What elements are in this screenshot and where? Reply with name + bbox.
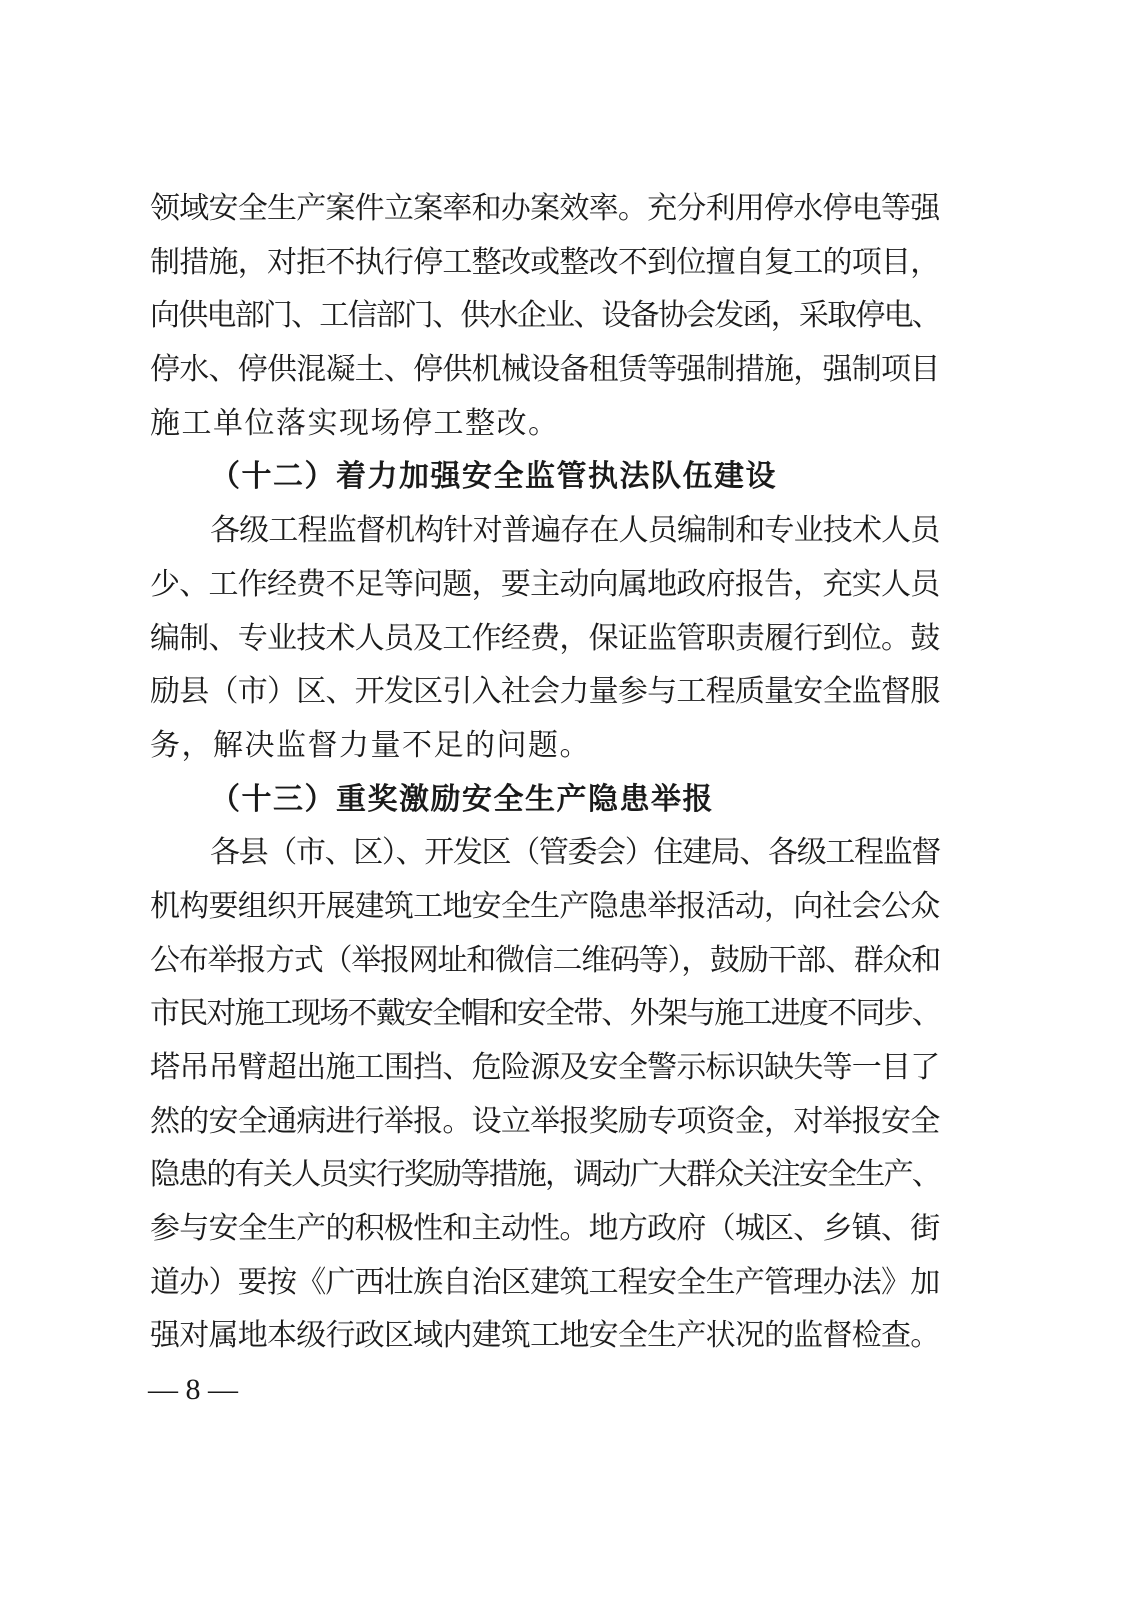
text-line: 塔吊吊臂超出施工围挡、危险源及安全警示标识缺失等一目了 — [150, 1050, 940, 1085]
text-line: 然的安全通病进行举报。设立举报奖励专项资金，对举报安全 — [150, 1103, 940, 1139]
section-heading-13: （十三）重奖激励安全生产隐患举报 — [210, 781, 714, 817]
text-line: 施工单位落实现场停工整改。 — [150, 405, 560, 441]
text-line: 机构要组织开展建筑工地安全生产隐患举报活动，向社会公众 — [150, 888, 940, 924]
paragraph-2 — [150, 504, 940, 772]
text-line: 励县（市）区、开发区引入社会力量参与工程质量安全监督服 — [150, 674, 940, 710]
text-line: 编制、专业技术人员及工作经费，保证监管职责履行到位。鼓 — [150, 620, 940, 656]
text-line: 参与安全生产的积极性和主动性。地方政府（城区、乡镇、街 — [150, 1211, 940, 1247]
paragraph-1 — [150, 182, 940, 450]
paragraph-3 — [150, 826, 940, 1363]
text-line: 市民对施工现场不戴安全帽和安全带、外架与施工进度不同步、 — [150, 996, 940, 1032]
text-line: 停水、停供混凝土、停供机械设备租赁等强制措施，强制项目 — [150, 352, 940, 388]
text-line: 公布举报方式（举报网址和微信二维码等），鼓励干部、群众和 — [150, 942, 940, 978]
section-heading-12: （十二）着力加强安全监管执法队伍建设 — [210, 459, 777, 495]
text-line: 道办）要按《广西壮族自治区建筑工程安全生产管理办法》加 — [150, 1264, 940, 1300]
text-line: 领域安全生产案件立案率和办案效率。充分利用停水停电等强 — [150, 191, 940, 226]
text-line: 强对属地本级行政区域内建筑工地安全生产状况的监督检查。 — [150, 1318, 940, 1354]
text-line: 隐患的有关人员实行奖励等措施，调动广大群众关注安全生产、 — [150, 1157, 940, 1193]
text-line: 各县（市、区）、开发区（管委会）住建局、各级工程监督 — [210, 835, 940, 871]
text-line: 务，解决监督力量不足的问题。 — [150, 727, 591, 763]
text-line: 各级工程监督机构针对普遍存在人员编制和专业技术人员 — [210, 513, 940, 549]
text-line: 向供电部门、工信部门、供水企业、设备协会发函，采取停电、 — [150, 298, 940, 334]
page-number: — 8 — — [148, 1373, 238, 1406]
text-line: 制措施，对拒不执行停工整改或整改不到位擅自复工的项目， — [150, 244, 940, 280]
document-body — [150, 182, 940, 1363]
text-line: 少、工作经费不足等问题，要主动向属地政府报告，充实人员 — [150, 566, 940, 602]
